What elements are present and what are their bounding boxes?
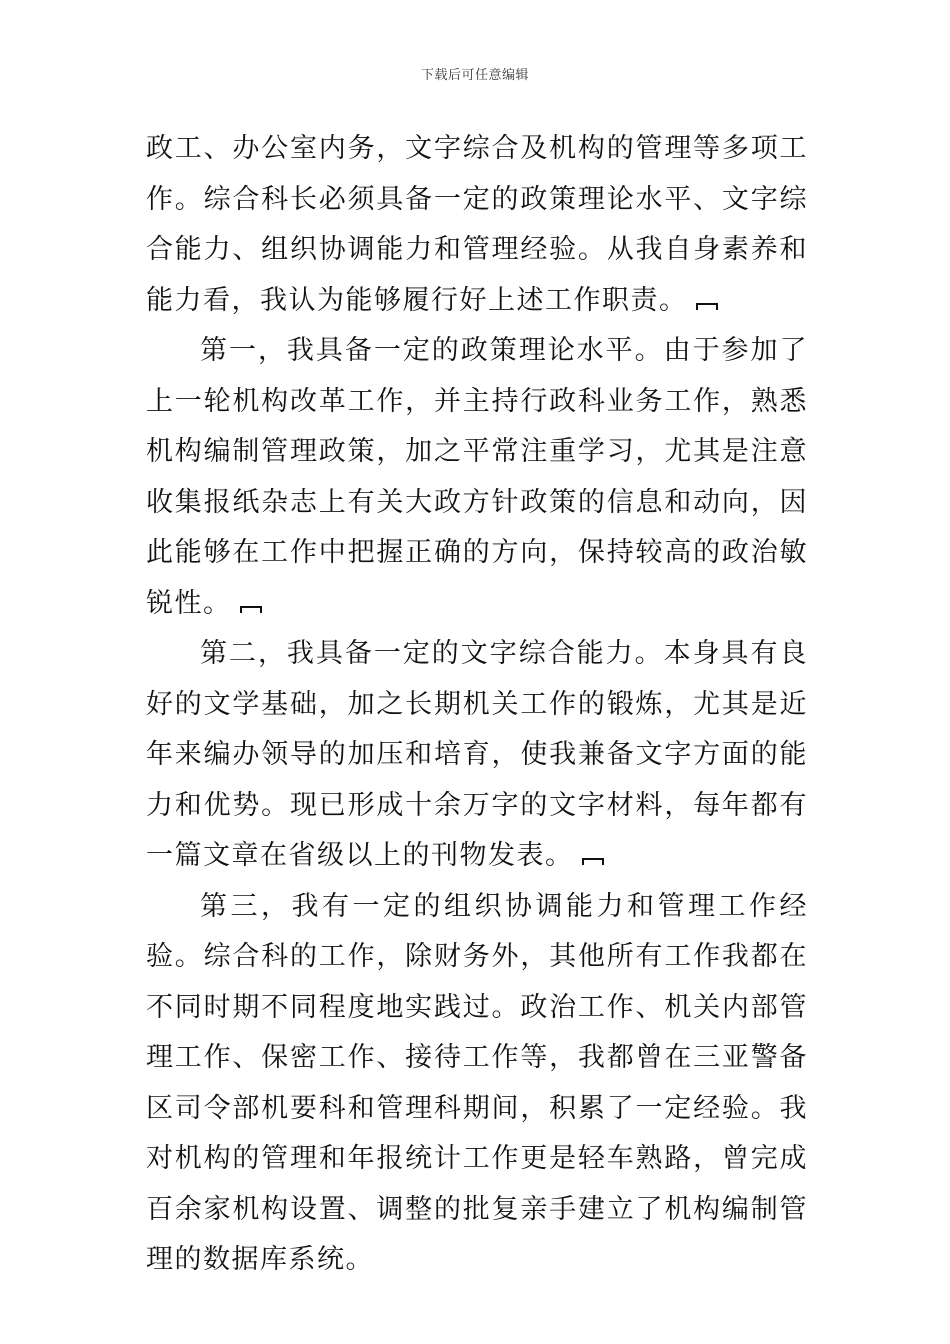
- paragraph-end-mark-icon: [582, 857, 604, 866]
- paragraph-text: 第一，我具备一定的政策理论水平。由于参加了上一轮机构改革工作，并主持行政科业务工作，熟悉机构编制管理政策，加之平常注重学习，尤其是注意收集报纸杂志上有关大政方针政策的信息和动向，因此能够在工作中把握正确的方向，保持较高的政治敏锐性。: [146, 335, 808, 619]
- paragraph-second: [146, 629, 808, 882]
- paragraph-third: [146, 882, 808, 1286]
- paragraph-text: 第二，我具备一定的文字综合能力。本身具有良好的文学基础，加之长期机关工作的锻炼，尤其是近年来编办领导的加压和培育，使我兼备文字方面的能力和优势。现已形成十余万字的文字材料，每年都有一篇文章在省级以上的刊物发表。: [146, 638, 808, 871]
- paragraph-first: [146, 326, 808, 629]
- paragraph-text: 第三，我有一定的组织协调能力和管理工作经验。综合科的工作，除财务外，其他所有工作我都在不同时期不同程度地实践过。政治工作、机关内部管理工作、保密工作、接待工作等，我都曾在三亚警备区司令部机要科和管理科期间，积累了一定经验。我对机构的管理和年报统计工作更是轻车熟路，曾完成百余家机构设置、调整的批复亲手建立了机构编制管理的数据库系统。: [146, 890, 808, 1275]
- paragraph-intro: [146, 124, 808, 326]
- paragraph-end-mark-icon: [240, 605, 262, 614]
- document-body: [146, 124, 808, 1286]
- page-header: 下载后可任意编辑: [420, 68, 529, 83]
- paragraph-end-mark-icon: [696, 302, 718, 311]
- paragraph-text: 政工、办公室内务，文字综合及机构的管理等多项工作。综合科长必须具备一定的政策理论水平、文字综合能力、组织协调能力和管理经验。从我自身素养和能力看，我认为能够履行好上述工作职责。: [146, 133, 808, 316]
